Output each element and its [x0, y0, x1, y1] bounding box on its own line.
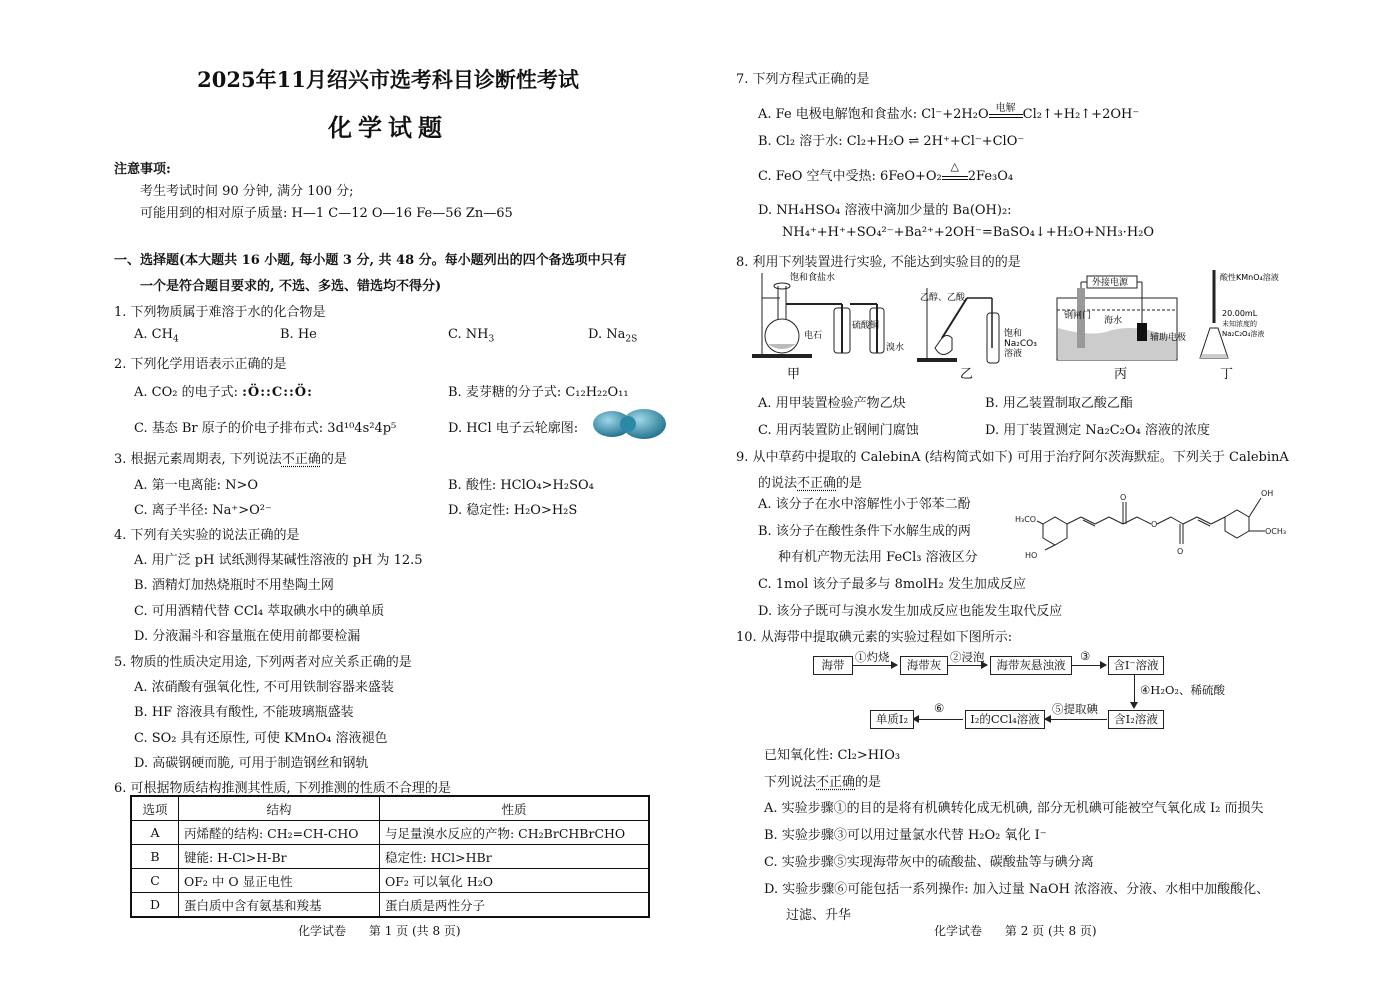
flow-box: I₂的CCl₄溶液	[965, 710, 1045, 729]
svg-text:乙醇、乙酸: 乙醇、乙酸	[920, 293, 966, 303]
flow-arrow-down	[1134, 675, 1135, 703]
svg-text:溶液: 溶液	[1004, 349, 1023, 359]
table-row	[131, 893, 649, 918]
q2-option-c: C. 基态 Br 原子的价电子排布式: 3d¹⁰4s²4p⁵	[134, 421, 397, 436]
equilibrium-arrow-icon: ⇌	[908, 134, 920, 149]
flow-arrow	[947, 665, 987, 666]
flow-arrow	[1045, 719, 1107, 720]
q10-option-b: B. 实验步骤③可以用过量氯水代替 H₂O₂ 氧化 I⁻	[764, 828, 1047, 843]
svg-text:外接电源: 外接电源	[1092, 278, 1129, 288]
svg-text:20.00mL: 20.00mL	[1222, 309, 1258, 318]
flow-box: 海带灰	[900, 656, 948, 675]
q7-option-d-equation: NH₄⁺+H⁺+SO₄²⁻+Ba²⁺+2OH⁻=BaSO₄↓+H₂O+NH₃·H₂O	[782, 225, 1155, 240]
notice-heading: 注意事项:	[114, 162, 171, 177]
table-header: 选项	[131, 796, 179, 821]
flow-step-label: ①灼烧	[855, 650, 890, 664]
svg-text:饱和: 饱和	[1004, 329, 1023, 339]
table-cell: D	[131, 893, 179, 918]
flow-box: 单质I₂	[870, 710, 914, 729]
table-cell: 丙烯醛的结构: CH₂=CH-CHO	[179, 821, 380, 845]
q4-option-a: A. 用广泛 pH 试纸测得某碱性溶液的 pH 为 12.5	[134, 553, 423, 568]
q10-known: 已知氧化性: Cl₂>HIO₃	[764, 748, 901, 763]
q5-option-c: C. SO₂ 具有还原性, 可使 KMnO₄ 溶液褪色	[134, 731, 388, 746]
q4-option-b: B. 酒精灯加热烧瓶时不用垫陶土网	[134, 578, 334, 593]
svg-text:O: O	[1151, 520, 1158, 529]
q4-stem: 4. 下列有关实验的说法正确的是	[114, 528, 300, 543]
q5-option-b: B. HF 溶液具有酸性, 不能玻璃瓶盛装	[134, 705, 354, 720]
flow-arrow	[852, 665, 897, 666]
table-header: 性质	[380, 796, 650, 821]
page-2-footer: 化学试卷 第 2 页 (共 8 页)	[934, 924, 1097, 938]
q3-stem: 3. 根据元素周期表, 下列说法不正确的是	[114, 452, 347, 467]
svg-text:甲: 甲	[787, 367, 801, 382]
page-1-footer: 化学试卷 第 1 页 (共 8 页)	[298, 924, 461, 938]
q2-option-a: A. CO₂ 的电子式: :Ö::C::Ö:	[134, 385, 313, 400]
q7-option-c: C. FeO 空气中受热: 6FeO+O₂ △ 2Fe₃O₄	[758, 160, 1014, 184]
q2-stem: 2. 下列化学用语表示正确的是	[114, 357, 287, 372]
svg-text:Na₂CO₃: Na₂CO₃	[1004, 339, 1037, 349]
table-row	[131, 845, 649, 869]
hcl-electron-cloud-image	[590, 408, 668, 440]
table-cell: C	[131, 869, 179, 893]
svg-text:Na₂C₂O₄溶液: Na₂C₂O₄溶液	[1222, 330, 1265, 338]
svg-text:硫酸铜: 硫酸铜	[852, 321, 880, 331]
q3-option-b: B. 酸性: HClO₄>H₂SO₄	[448, 478, 594, 493]
q7-option-a: A. Fe 电极电解饱和食盐水: Cl⁻+2H₂O 电解 Cl₂↑+H₂↑+2OH⁻	[758, 103, 1140, 122]
svg-text:OH: OH	[1261, 489, 1274, 498]
q9-option-b: B. 该分子在酸性条件下水解生成的两	[758, 524, 971, 539]
q9-stem: 9. 从中草药中提取的 CalebinA (结构简式如下) 可用于治疗阿尔茨海默症。下列关于 CalebinA	[736, 450, 1289, 465]
q10-option-a: A. 实验步骤①的目的是将有机碘转化成无机碘, 部分无机碘可能被空气氧化成 I₂ 而损失	[764, 801, 1264, 816]
svg-text:O: O	[1120, 493, 1127, 502]
q2-option-d: D. HCl 电子云轮廓图:	[448, 421, 579, 436]
q1-option-b: B. He	[280, 327, 317, 342]
svg-text:酸性KMnO₄溶液: 酸性KMnO₄溶液	[1220, 273, 1279, 282]
svg-text:OCH₃: OCH₃	[1265, 527, 1287, 536]
q7-stem: 7. 下列方程式正确的是	[736, 72, 870, 87]
svg-text:丙: 丙	[1114, 367, 1128, 382]
flow-arrow	[1071, 665, 1106, 666]
table-row	[131, 821, 649, 845]
table-header-row	[131, 796, 649, 821]
table-cell: 蛋白质中含有氨基和羧基	[179, 893, 380, 918]
q9-option-a: A. 该分子在水中溶解性小于邻苯二酚	[758, 497, 971, 512]
flow-box: 海带灰悬浊液	[990, 656, 1072, 675]
q9-option-b-cont: 种有机产物无法用 FeCl₃ 溶液区分	[778, 550, 978, 565]
q10-option-d-cont: 过滤、升华	[786, 908, 852, 923]
section-1-heading: 一、选择题(本大题共 16 小题, 每小题 3 分, 共 48 分。每小题列出的四个备选项中只有	[114, 253, 627, 268]
table-cell: 与足量溴水反应的产物: CH₂BrCHBrCHO	[380, 821, 650, 845]
table-cell: B	[131, 845, 179, 869]
q10-option-c: C. 实验步骤⑤实现海带灰中的硫酸盐、碳酸盐等与碘分离	[764, 855, 1094, 870]
flow-box: 含I₂溶液	[1108, 710, 1164, 729]
notice-line-1: 考生考试时间 90 分钟, 满分 100 分;	[140, 184, 354, 199]
q3-option-a: A. 第一电离能: N>O	[134, 478, 259, 493]
q3-option-d: D. 稳定性: H₂O>H₂S	[448, 503, 578, 518]
flow-step-label: ③	[1080, 649, 1091, 663]
table-cell: OF₂ 中 O 显正电性	[179, 869, 380, 893]
flow-step-label: ⑤提取碘	[1052, 702, 1098, 716]
flow-step-label: ②浸泡	[950, 650, 985, 664]
q6-stem: 6. 可根据物质结构推测其性质, 下列推测的性质不合理的是	[114, 781, 451, 796]
q9-option-d: D. 该分子既可与溴水发生加成反应也能发生取代反应	[758, 604, 1063, 619]
svg-text:海水: 海水	[1104, 316, 1123, 326]
flow-arrow	[913, 719, 963, 720]
table-cell: 键能: H-Cl>H-Br	[179, 845, 380, 869]
section-1-heading-cont: 一个是符合题目要求的, 不选、多选、错选均不得分)	[140, 279, 442, 294]
q4-option-d: D. 分液漏斗和容量瓶在使用前都要检漏	[134, 629, 361, 644]
notice-line-2: 可能用到的相对原子质量: H—1 C—12 O—16 Fe—56 Zn—65	[140, 206, 513, 221]
exam-title: 2025年11月绍兴市选考科目诊断性考试	[197, 67, 579, 92]
q8-apparatus-figure	[752, 268, 1279, 384]
q10-stem-cont: 下列说法不正确的是	[764, 775, 882, 790]
flow-step-label: ⑥	[934, 701, 945, 715]
svg-text:溴水: 溴水	[886, 343, 905, 353]
svg-text:未知浓度的: 未知浓度的	[1222, 320, 1257, 328]
co2-electron-formula: :Ö::C::Ö:	[242, 385, 313, 400]
q3-option-c: C. 离子半径: Na⁺>O²⁻	[134, 503, 272, 518]
flow-step-label: ④H₂O₂、稀硫酸	[1140, 683, 1225, 697]
table-cell: 稳定性: HCl>HBr	[380, 845, 650, 869]
q7-option-b: B. Cl₂ 溶于水: Cl₂+H₂O ⇌ 2H⁺+Cl⁻+ClO⁻	[758, 134, 1025, 149]
table-cell: OF₂ 可以氧化 H₂O	[380, 869, 650, 893]
q1-option-d: D. $Na_{2S}$	[588, 327, 638, 345]
svg-text:丁: 丁	[1220, 367, 1234, 382]
q8-stem: 8. 利用下列装置进行实验, 不能达到实验目的的是	[736, 255, 1021, 270]
q10-option-d: D. 实验步骤⑥可能包括一系列操作: 加入过量 NaOH 浓溶液、分液、水相中加酸酸化、	[764, 882, 1270, 897]
q7-option-d: D. NH₄HSO₄ 溶液中滴加少量的 Ba(OH)₂:	[758, 203, 1012, 218]
flow-box: 含I⁻溶液	[1108, 656, 1164, 675]
apparatus-yi	[917, 288, 1037, 382]
svg-text:饱和食盐水: 饱和食盐水	[790, 273, 836, 283]
q10-stem: 10. 从海带中提取碘元素的实验过程如下图所示:	[736, 630, 1013, 645]
svg-text:电石: 电石	[804, 331, 823, 341]
q4-option-c: C. 可用酒精代替 CCl₄ 萃取碘水中的碘单质	[134, 604, 385, 619]
apparatus-jia	[752, 271, 904, 382]
svg-text:O: O	[1177, 547, 1184, 556]
svg-text:辅助电极: 辅助电极	[1150, 333, 1187, 343]
q1-stem: 1. 下列物质属于难溶于水的化合物是	[114, 305, 326, 320]
q1-option-a: A. $CH_4$	[134, 327, 179, 345]
svg-text:HO: HO	[1025, 551, 1038, 560]
table-header: 结构	[179, 796, 380, 821]
calebin-a-structure	[1015, 484, 1300, 564]
q6-table	[130, 795, 650, 918]
svg-text:乙: 乙	[960, 367, 974, 382]
svg-text:H₃CO: H₃CO	[1015, 515, 1037, 524]
q9-stem-cont: 的说法不正确的是	[758, 476, 863, 491]
q5-option-a: A. 浓硝酸有强氧化性, 不可用铁制容器来盛装	[134, 680, 394, 695]
table-cell: 蛋白质是两性分子	[380, 893, 650, 918]
apparatus-ding	[1200, 270, 1279, 382]
q5-stem: 5. 物质的性质决定用途, 下列两者对应关系正确的是	[114, 655, 412, 670]
table-row	[131, 869, 649, 893]
q8-option-d: D. 用丁装置测定 Na₂C₂O₄ 溶液的浓度	[985, 423, 1210, 438]
q9-option-c: C. 1mol 该分子最多与 8molH₂ 发生加成反应	[758, 577, 1026, 592]
apparatus-bing	[1057, 276, 1186, 382]
q8-option-a: A. 用甲装置检验产物乙炔	[758, 396, 906, 411]
q8-option-b: B. 用乙装置制取乙酸乙酯	[985, 396, 1133, 411]
q8-option-c: C. 用丙装置防止钢闸门腐蚀	[758, 423, 919, 438]
svg-text:钢闸门: 钢闸门	[1064, 311, 1092, 321]
q5-option-d: D. 高碳钢硬而脆, 可用于制造钢丝和钢轨	[134, 756, 369, 771]
q1-option-c: C. $NH_3$	[448, 327, 495, 345]
exam-subtitle: 化学试题	[328, 113, 448, 142]
arrow-down-icon	[1130, 702, 1138, 709]
q2-option-b: B. 麦芽糖的分子式: C₁₂H₂₂O₁₁	[448, 385, 629, 400]
table-cell: A	[131, 821, 179, 845]
flow-box: 海带	[813, 656, 853, 675]
